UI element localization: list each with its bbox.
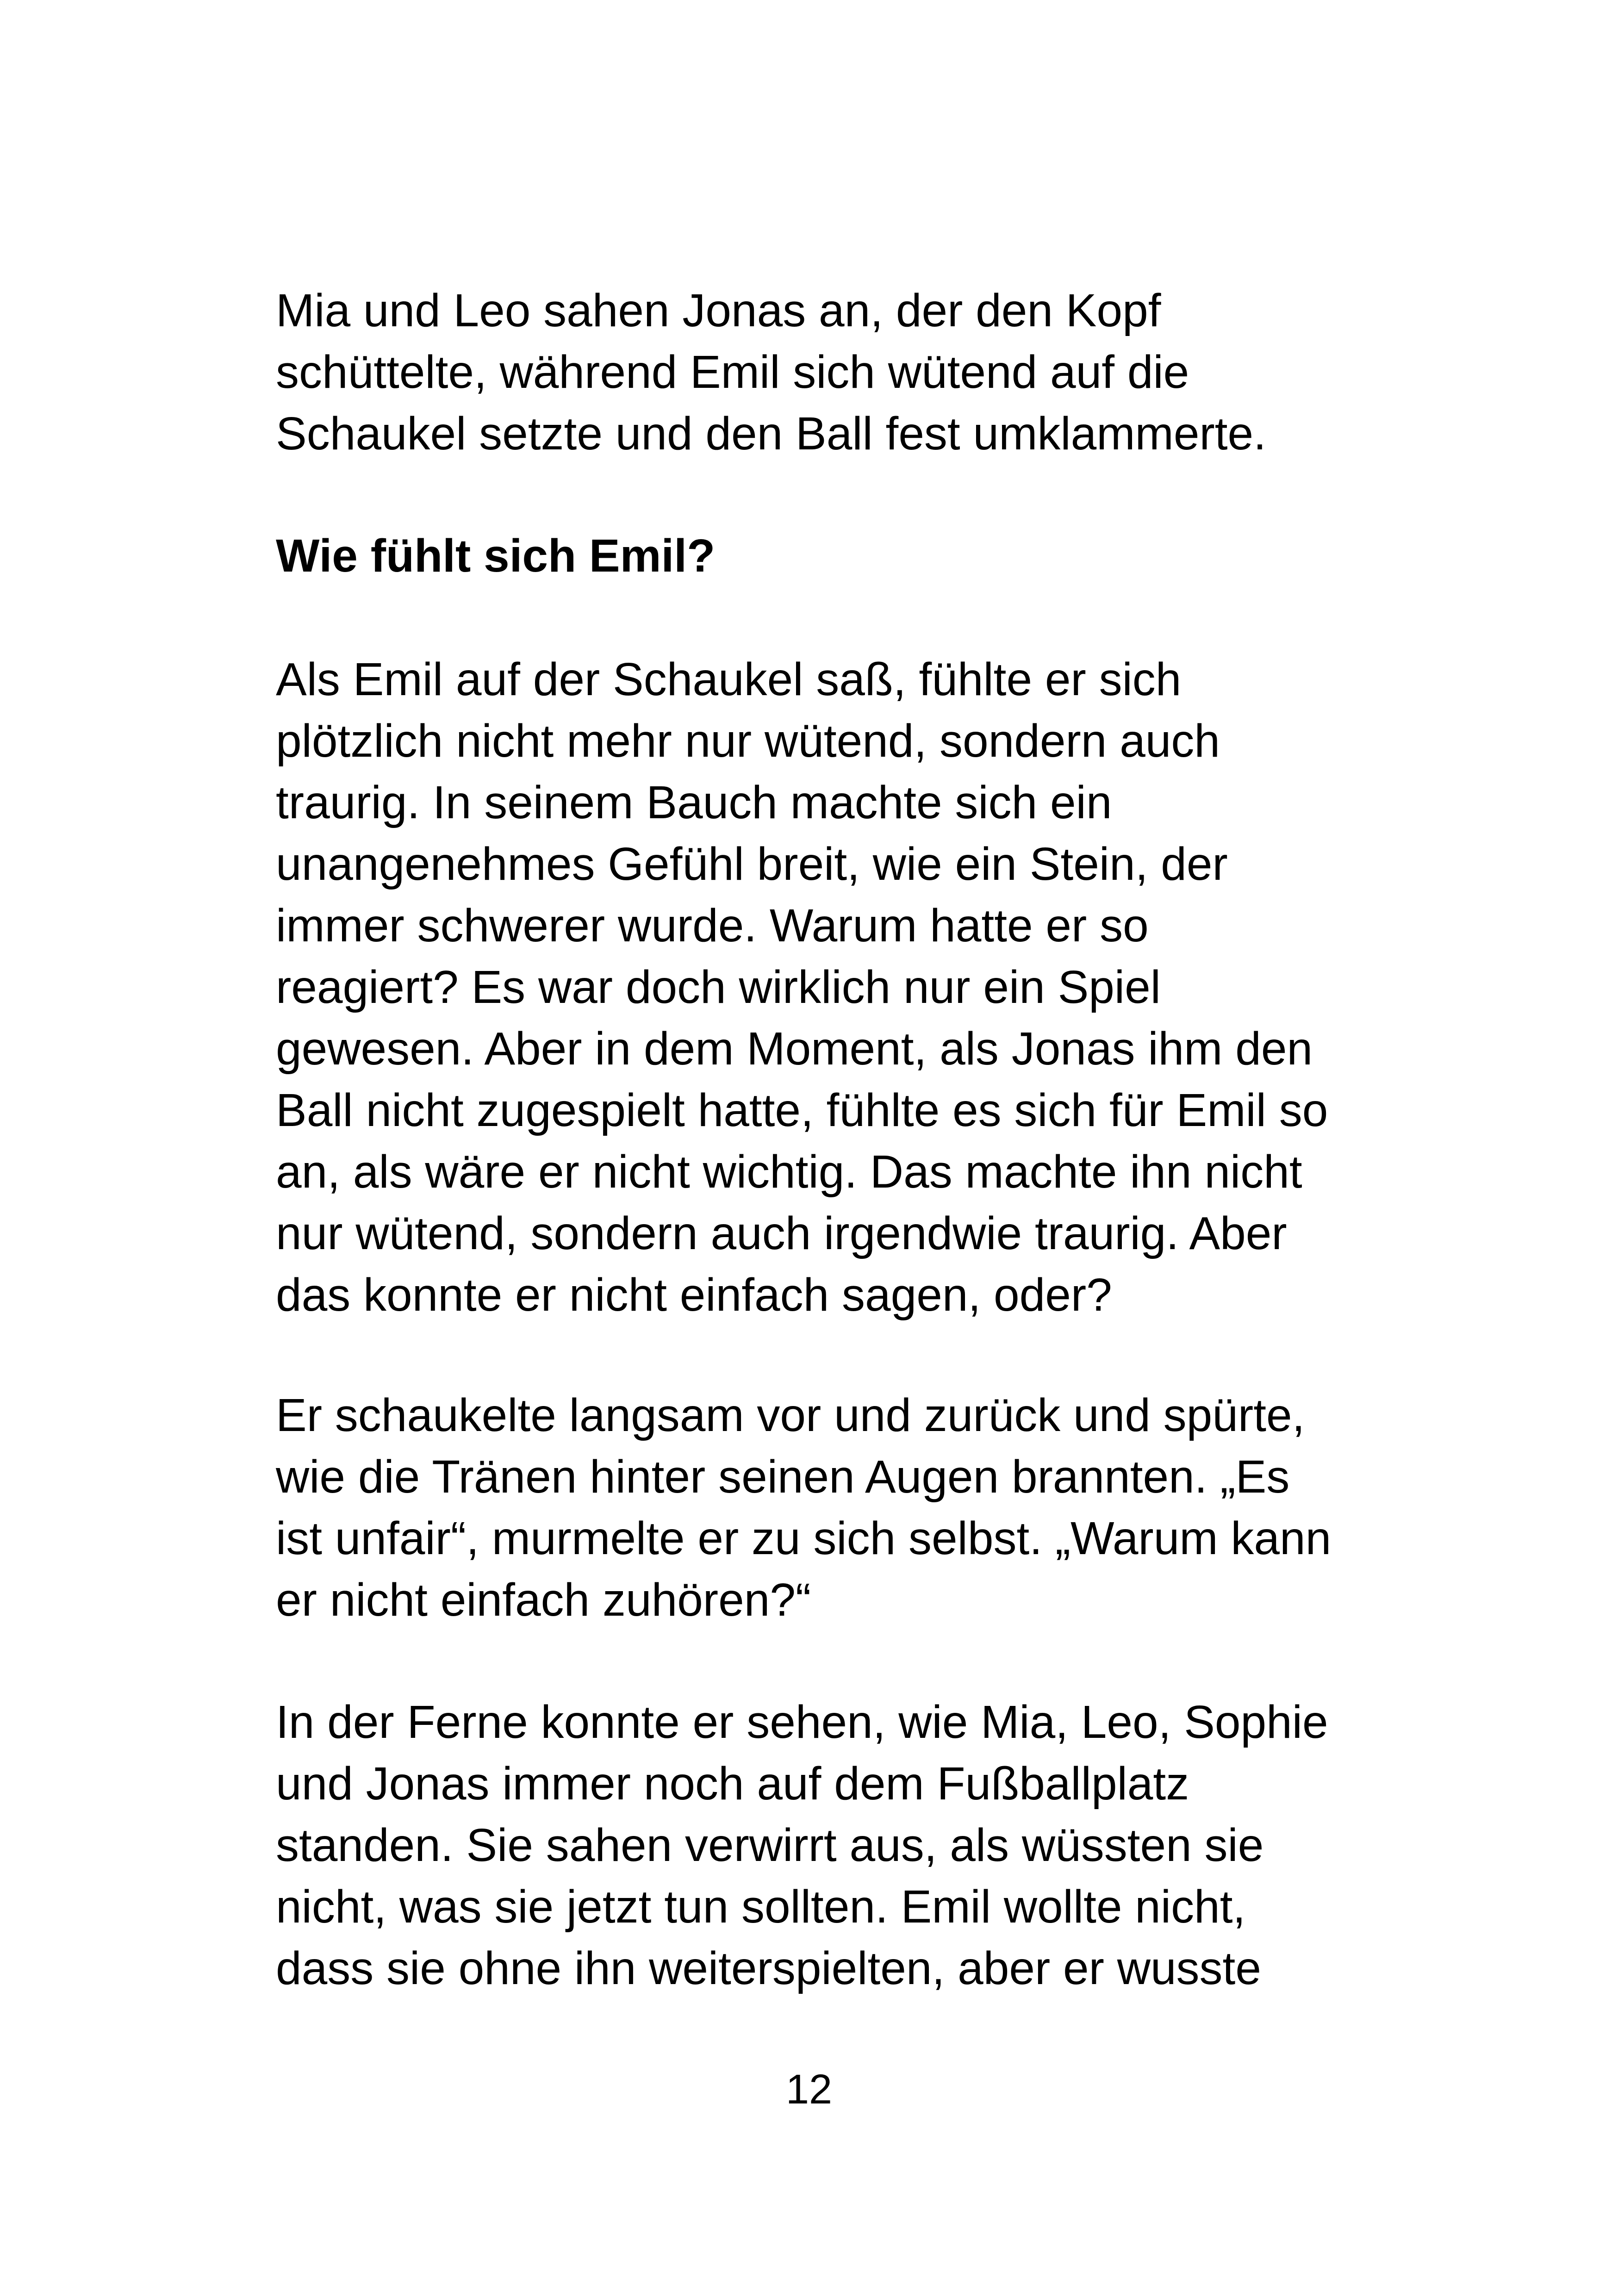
paragraph-line: Mia und Leo sahen Jonas an, der den Kopf [276, 285, 1161, 336]
paragraph-2 [276, 649, 1387, 1326]
paragraph-line: wie die Tränen hinter seinen Augen brannten. „Es [276, 1451, 1290, 1503]
page-number: 12 [785, 2066, 833, 2113]
paragraph-line: er nicht einfach zuhören?“ [276, 1574, 811, 1626]
paragraph-line: traurig. In seinem Bauch machte sich ein [276, 777, 1112, 828]
paragraph-3 [276, 1385, 1387, 1631]
paragraph-line: reagiert? Es war doch wirklich nur ein Spiel [276, 961, 1161, 1013]
paragraph-line: schüttelte, während Emil sich wütend auf die [276, 346, 1189, 398]
paragraph-line: an, als wäre er nicht wichtig. Das machte ihn nicht [276, 1146, 1302, 1198]
paragraph-line: und Jonas immer noch auf dem Fußballplatz [276, 1758, 1189, 1810]
paragraph-line: immer schwerer wurde. Warum hatte er so [276, 900, 1149, 952]
paragraph-line: Als Emil auf der Schaukel saß, fühlte er sich [276, 653, 1182, 705]
paragraph-4 [276, 1692, 1387, 1999]
paragraph-line: Er schaukelte langsam vor und zurück und spürte, [276, 1389, 1305, 1441]
paragraph-line: nur wütend, sondern auch irgendwie traurig. Aber [276, 1207, 1287, 1259]
paragraph-line: das konnte er nicht einfach sagen, oder? [276, 1269, 1112, 1321]
paragraph-line: In der Ferne konnte er sehen, wie Mia, Leo, Sophie [276, 1696, 1328, 1748]
section-heading: Wie fühlt sich Emil? [276, 530, 716, 582]
paragraph-line: dass sie ohne ihn weiterspielten, aber er wusste [276, 1942, 1261, 1994]
paragraph-line: standen. Sie sahen verwirrt aus, als wüssten sie [276, 1819, 1264, 1871]
paragraph-line: ist unfair“, murmelte er zu sich selbst. „Warum kann [276, 1512, 1332, 1564]
paragraph-line: Schaukel setzte und den Ball fest umklammerte. [276, 408, 1266, 460]
paragraph-line: unangenehmes Gefühl breit, wie ein Stein, der [276, 838, 1228, 890]
paragraph-1 [276, 280, 1387, 465]
paragraph-line: nicht, was sie jetzt tun sollten. Emil wollte nicht, [276, 1881, 1246, 1933]
paragraph-line: Ball nicht zugespielt hatte, fühlte es sich für Emil so [276, 1084, 1328, 1136]
paragraph-line: gewesen. Aber in dem Moment, als Jonas ihm den [276, 1023, 1313, 1075]
paragraph-line: plötzlich nicht mehr nur wütend, sondern auch [276, 715, 1220, 767]
